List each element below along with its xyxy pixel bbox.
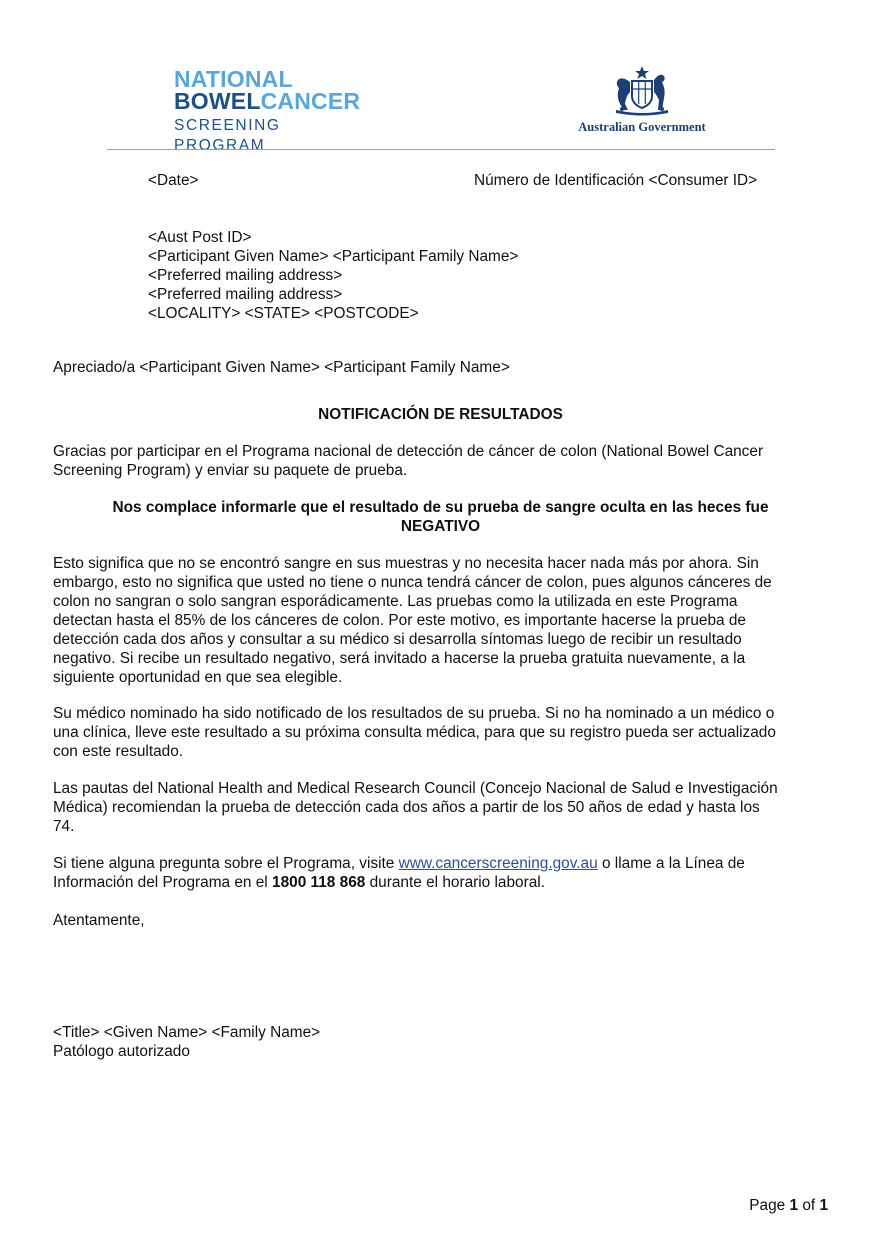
doctor-notified-paragraph bbox=[53, 704, 828, 761]
letter-date: <Date> bbox=[148, 172, 199, 189]
logo-word-cancer: CANCER bbox=[260, 88, 361, 114]
paragraph-line: 74. bbox=[53, 818, 75, 835]
paragraph-line: embargo, esto no significa que usted no tiene o nunca tendrá cáncer de colon, pues algunos cánceres de bbox=[53, 574, 772, 591]
result-statement-line: Nos complace informarle que el resultado de su prueba de sangre oculta en las heces fue bbox=[112, 499, 769, 516]
signer-name: <Title> <Given Name> <Family Name> bbox=[53, 1024, 321, 1041]
guidelines-paragraph bbox=[53, 779, 828, 836]
consumer-id-label: Número de Identificación <Consumer ID> bbox=[474, 172, 758, 189]
paragraph-line bbox=[53, 873, 828, 892]
logo-line-screening-program: SCREENING PROGRAM bbox=[174, 117, 281, 154]
signature-block bbox=[53, 1023, 320, 1061]
contact-text: Información del Programa en el bbox=[53, 874, 273, 891]
address-line: <Preferred mailing address> bbox=[148, 267, 343, 284]
logo-line-national: NATIONAL bbox=[174, 66, 293, 92]
paragraph-line: Las pautas del National Health and Medical Research Council (Concejo Nacional de Salud e Investigación bbox=[53, 780, 778, 797]
phone-number: 1800 118 868 bbox=[272, 874, 366, 891]
salutation: Apreciado/a <Participant Given Name> <Participant Family Name> bbox=[53, 359, 510, 376]
page-mid: of bbox=[798, 1197, 820, 1214]
paragraph-line bbox=[53, 854, 828, 873]
paragraph-line: negativo. Si recibe un resultado negativo, será invitado a hacerse la prueba gratuita nuevamente, a la bbox=[53, 650, 746, 667]
paragraph-line: siguiente oportunidad en que sea elegible. bbox=[53, 669, 343, 686]
cancerscreening-link[interactable]: www.cancerscreening.gov.au bbox=[398, 855, 598, 872]
paragraph-line: detección cada dos años y consultar a su médico si desarrolla síntomas luego de recibir un resultado bbox=[53, 631, 742, 648]
address-line: <Preferred mailing address> bbox=[148, 286, 343, 303]
contact-text: o llame a la Línea de bbox=[597, 855, 745, 872]
logo-word-bowel: BOWEL bbox=[174, 88, 261, 114]
intro-line: Gracias por participar en el Programa nacional de detección de cáncer de colon (National Bowel Cancer bbox=[53, 443, 764, 460]
result-statement bbox=[53, 498, 828, 536]
address-line: <LOCALITY> <STATE> <POSTCODE> bbox=[148, 305, 419, 322]
contact-text: durante el horario laboral. bbox=[365, 874, 545, 891]
paragraph-line: detectan hasta el 85% de los cánceres de colon. Por este motivo, es importante hacerse la prueba de bbox=[53, 612, 746, 629]
address-line: <Participant Given Name> <Participant Family Name> bbox=[148, 248, 519, 265]
paragraph-line: Su médico nominado ha sido notificado de los resultados de su prueba. Si no ha nominado a un médico o bbox=[53, 705, 775, 722]
address-line: <Aust Post ID> bbox=[148, 229, 252, 246]
header-divider bbox=[107, 149, 775, 150]
paragraph-line: una clínica, lleve este resultado a su próxima consulta médica, para que su registro pueda ser actualizado bbox=[53, 724, 776, 741]
page-current: 1 bbox=[789, 1197, 799, 1214]
australian-government-logo bbox=[572, 64, 712, 137]
contact-text: Si tiene alguna pregunta sobre el Programa, visite bbox=[53, 855, 399, 872]
page-prefix: Page bbox=[749, 1197, 790, 1214]
paragraph-line: con este resultado. bbox=[53, 743, 184, 760]
intro-line: Screening Program) y enviar su paquete de prueba. bbox=[53, 462, 408, 479]
paragraph-line: Médica) recomiendan la prueba de detección cada dos años a partir de los 50 años de edad y hasta los bbox=[53, 799, 760, 816]
explanation-paragraph bbox=[53, 554, 828, 687]
paragraph-line: Esto significa que no se encontró sangre en sus muestras y no necesita hacer nada más por ahora. Sin bbox=[53, 555, 759, 572]
result-value: NEGATIVO bbox=[400, 518, 481, 535]
contact-paragraph bbox=[53, 854, 828, 892]
nbcsp-logo bbox=[174, 68, 374, 156]
intro-paragraph bbox=[53, 442, 828, 480]
page-total: 1 bbox=[819, 1197, 828, 1214]
page-number bbox=[749, 1196, 828, 1215]
closing: Atentamente, bbox=[53, 912, 145, 929]
paragraph-line: colon no sangran o solo sangran esporádicamente. Las pruebas como la utilizada en este Programa bbox=[53, 593, 738, 610]
logo-line-bowel-cancer bbox=[174, 90, 374, 112]
address-block bbox=[148, 228, 518, 323]
letter-heading: NOTIFICACIÓN DE RESULTADOS bbox=[318, 406, 563, 423]
coat-of-arms-icon bbox=[606, 64, 678, 116]
australian-government-text: Australian Government bbox=[578, 120, 706, 134]
signer-title: Patólogo autorizado bbox=[53, 1043, 190, 1060]
